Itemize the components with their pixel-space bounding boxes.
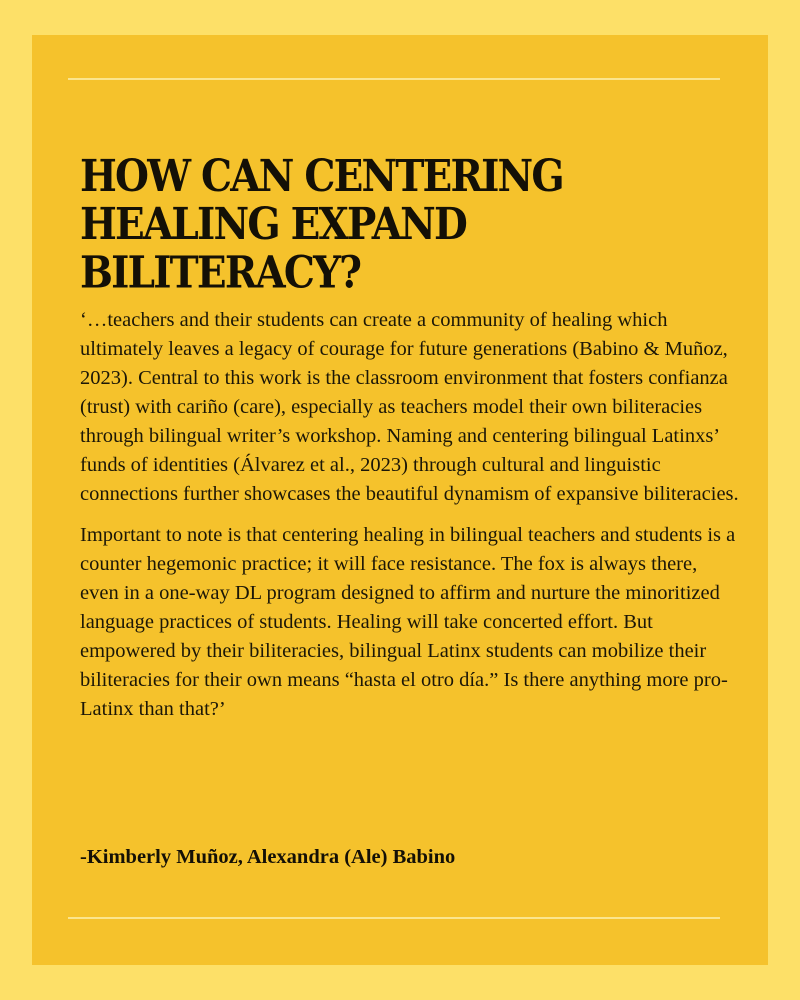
bottom-divider — [68, 917, 720, 919]
quote-paragraph-1: ‘…teachers and their students can create a community of healing which ultimately leaves a legacy of courage for future generations (Babino & Muñoz, 2023). Central to this work is the classroom environment that fosters confianza (trust) with cariño (care), especially as teachers model their own biliteracies through bilingual writer’s workshop. Naming and centering bilingual Latinxs’ funds of identities (Álvarez et al., 2023) through cultural and linguistic connections further showcases the beautiful dynamism of expansive biliteracies. — [80, 309, 739, 505]
quote-paragraph-2: Important to note is that centering healing in bilingual teachers and students is a counter hegemonic practice; it will face resistance. The fox is always there, even in a one-way DL program designed to affirm and nurture the minoritized language practices of students. Healing will take concerted effort. But empowered by their biliteracies, bilingual Latinx students can mobilize their biliteracies for their own means “hasta el otro día.” Is there anything more pro-Latinx than that?’ — [80, 524, 736, 720]
quote-card — [32, 35, 768, 965]
top-divider — [68, 78, 720, 80]
quote-body — [80, 306, 740, 724]
page-title: HOW CAN CENTERING HEALING EXPAND BILITERACY? — [80, 150, 563, 299]
attribution: -Kimberly Muñoz, Alexandra (Ale) Babino — [80, 846, 456, 868]
